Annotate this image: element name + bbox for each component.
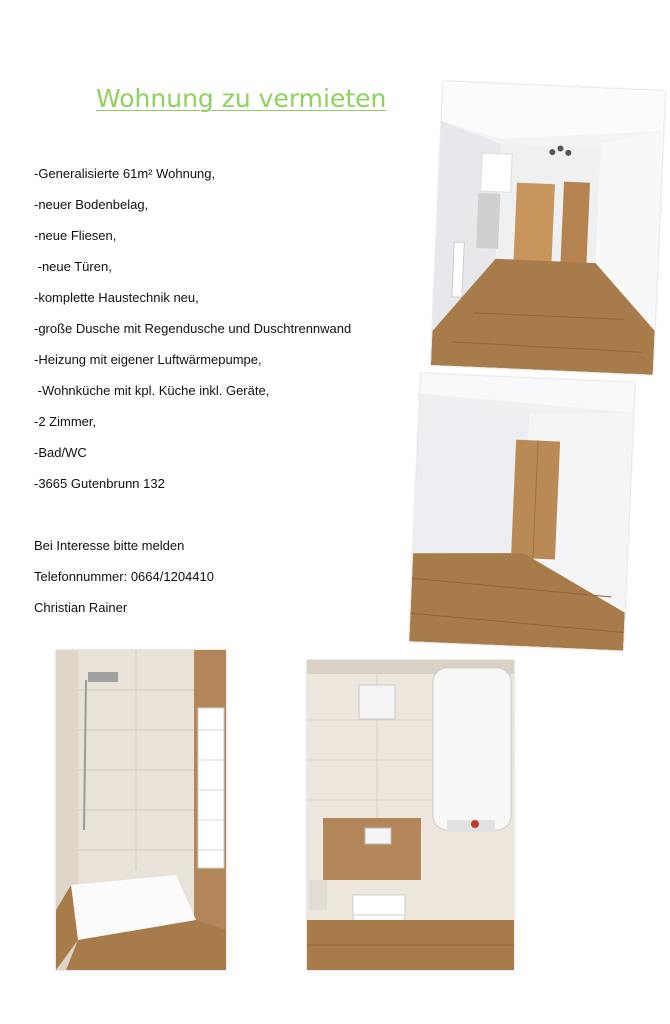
feature-item: -komplette Haustechnik neu, [34, 290, 199, 305]
phone-number: Telefonnummer: 0664/1204410 [34, 569, 214, 584]
feature-list [34, 166, 351, 507]
feature-item: -neue Fliesen, [34, 228, 117, 243]
contact-block [34, 538, 214, 631]
interest-text: Bei Interesse bitte melden [34, 538, 185, 553]
toilet-boiler-photo [307, 660, 514, 970]
feature-item: -3665 Gutenbrunn 132 [34, 476, 165, 491]
feature-item: -Bad/WC [34, 445, 87, 460]
feature-item: -große Dusche mit Regendusche und Duschtrennwand [34, 321, 352, 336]
shower-photo [56, 650, 226, 970]
hallway-photo [431, 81, 665, 374]
feature-item: -Generalisierte 61m² Wohnung, [34, 166, 216, 181]
feature-item: -Heizung mit eigener Luftwärmepumpe, [34, 352, 262, 367]
feature-item: -Wohnküche mit kpl. Küche inkl. Geräte, [34, 383, 270, 398]
page-title: Wohnung zu vermieten [96, 84, 387, 113]
feature-item: -neue Türen, [34, 259, 112, 274]
contact-name: Christian Rainer [34, 600, 128, 615]
feature-item: -neuer Bodenbelag, [34, 197, 149, 212]
room-door-photo [409, 373, 634, 650]
feature-item: -2 Zimmer, [34, 414, 97, 429]
